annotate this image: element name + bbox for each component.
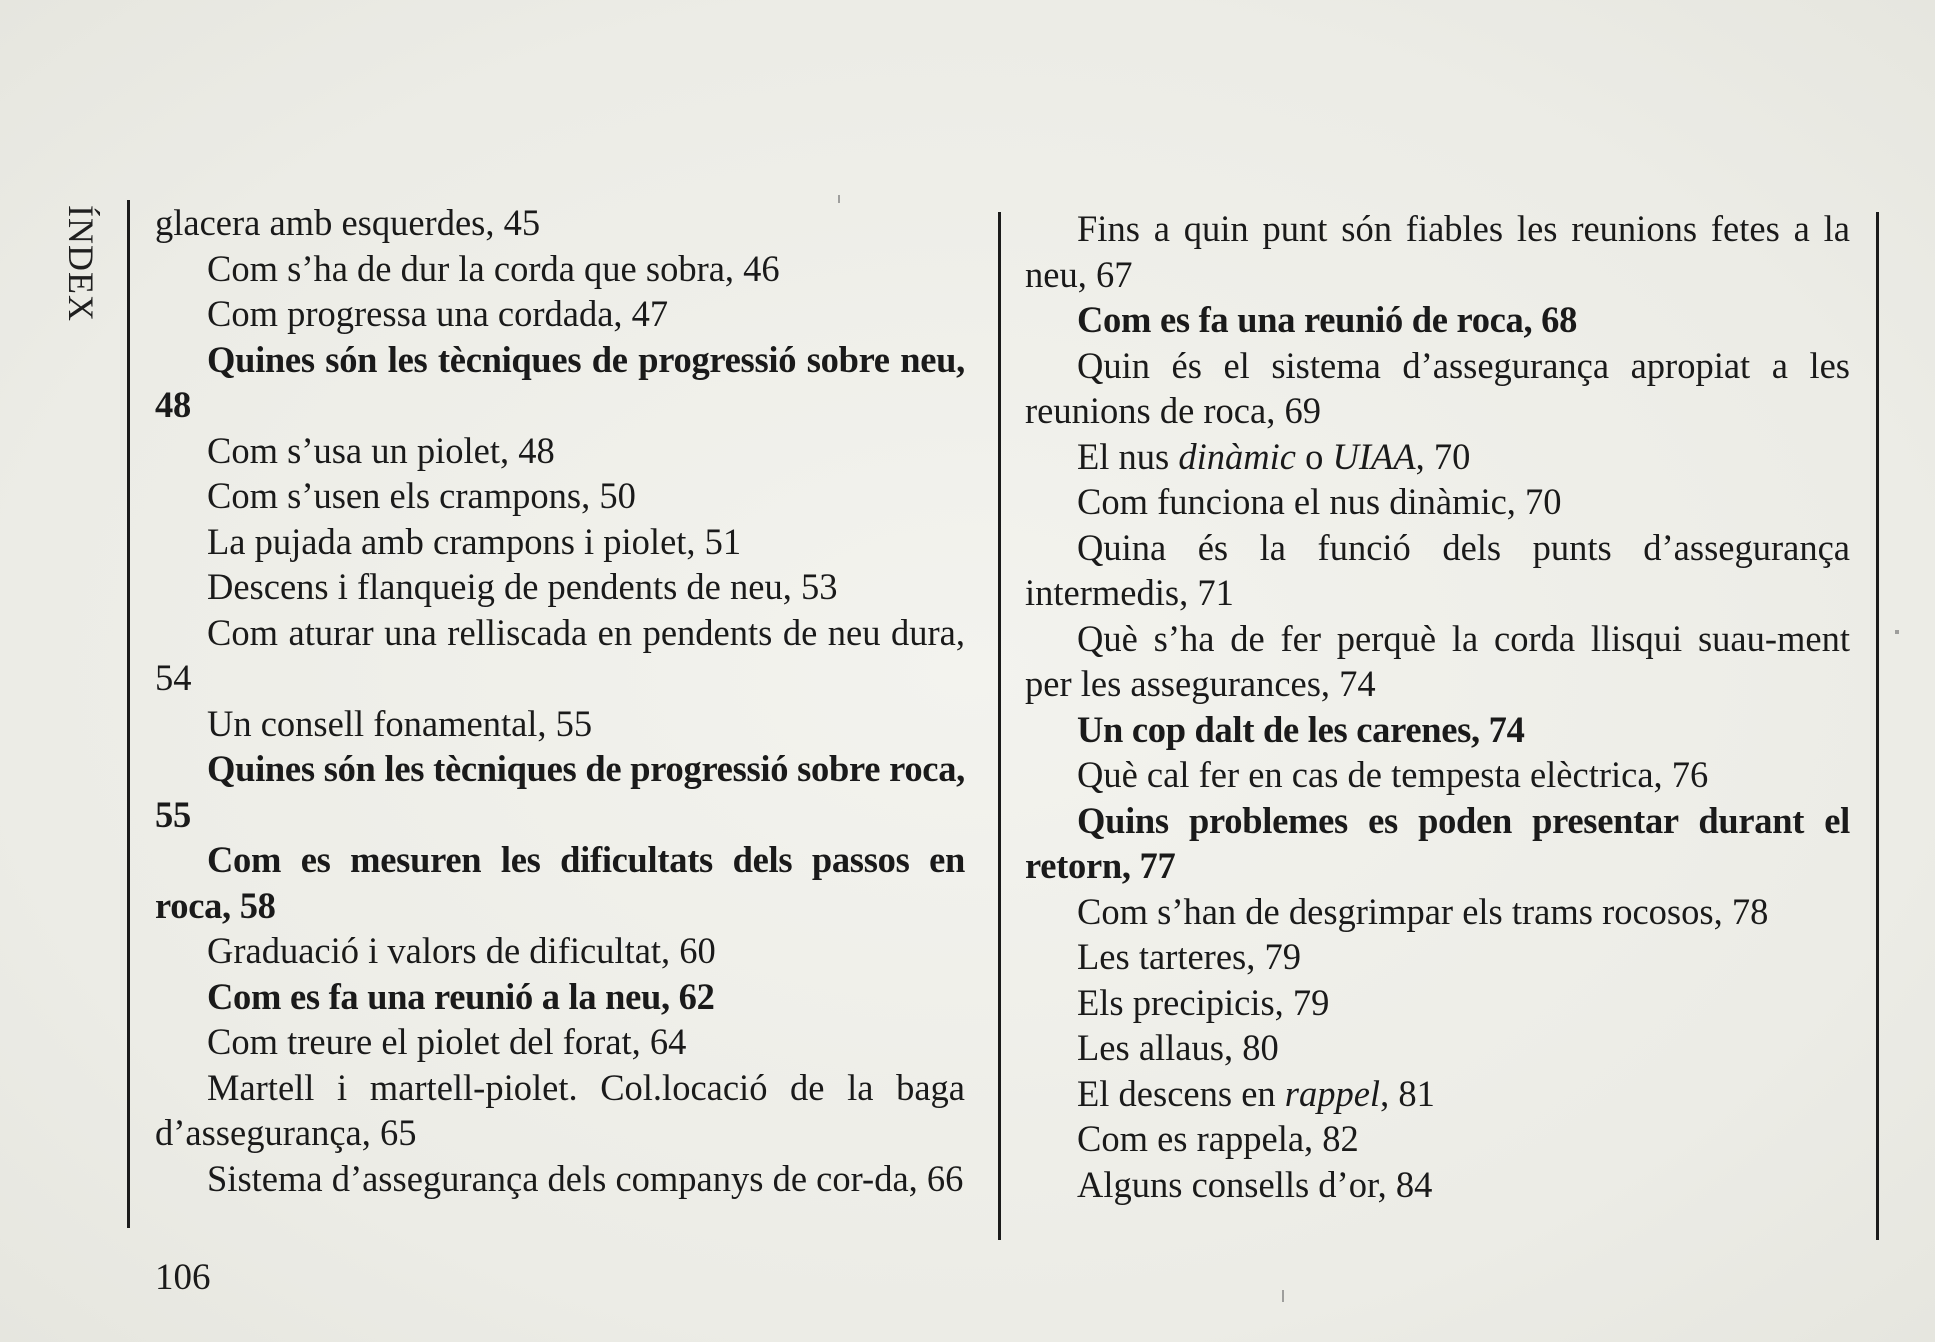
index-entry: Com es fa una reunió de roca, 68	[1077, 299, 1578, 340]
index-entry	[1025, 1071, 1850, 1117]
index-entry: Com es fa una reunió a la neu, 62	[207, 975, 715, 1017]
index-entry-part: UIAA	[1332, 435, 1416, 477]
index-entry: Quines són les tècniques de progressió sobre neu, 48	[155, 338, 965, 425]
section-title: ÍNDEX	[61, 205, 101, 322]
index-entry: Les tarteres, 79	[1077, 936, 1301, 977]
index-entry-part: , 81	[1380, 1072, 1435, 1114]
index-column-left	[155, 200, 965, 1201]
index-entry: Com s’usa un piolet, 48	[207, 429, 555, 471]
index-entry: glacera amb esquerdes, 45	[155, 202, 541, 243]
index-entry: La pujada amb crampons i piolet, 51	[207, 520, 742, 562]
index-entry-part: , 70	[1415, 435, 1471, 477]
index-entry: Com s’usen els crampons, 50	[207, 475, 636, 516]
index-entry: Martell i martell-piolet. Col.locació de la baga d’assegurança, 65	[155, 1066, 965, 1153]
index-entry: Descens i flanqueig de pendents de neu, 53	[207, 566, 838, 607]
index-entry-part: El nus	[1077, 435, 1179, 477]
index-entry: Quins problemes es poden presentar durant el retorn, 77	[1025, 799, 1850, 886]
index-entry	[1025, 434, 1850, 480]
index-entry-part: o	[1296, 435, 1333, 477]
print-speck	[1895, 630, 1899, 634]
index-entry: Com es rappela, 82	[1077, 1118, 1359, 1159]
index-entry: Graduació i valors de dificultat, 60	[207, 930, 716, 971]
index-entry: Les allaus, 80	[1077, 1027, 1279, 1068]
index-entry: Fins a quin punt són fiables les reunions fetes a la neu, 67	[1025, 208, 1850, 295]
middle-rule	[998, 212, 1001, 1240]
index-entry-part: El descens en	[1077, 1072, 1285, 1114]
index-entry: Sistema d’assegurança dels companys de cor-da, 66	[207, 1157, 964, 1199]
index-entry: Alguns consells d’or, 84	[1077, 1163, 1433, 1205]
index-entry: Quines són les tècniques de progressió sobre roca, 55	[155, 748, 965, 835]
index-entry: Com aturar una relliscada en pendents de neu dura, 54	[155, 611, 965, 698]
index-entry: Com funciona el nus dinàmic, 70	[1077, 481, 1562, 522]
print-speck	[838, 195, 840, 203]
index-entry: Què s’ha de fer perquè la corda llisqui suau-ment per les assegurances, 74	[1025, 617, 1850, 704]
index-entry: Els precipicis, 79	[1077, 981, 1330, 1023]
index-entry: Com es mesuren les dificultats dels passos en roca, 58	[155, 839, 965, 926]
index-entry: Com s’han de desgrimpar els trams rocosos, 78	[1077, 890, 1769, 932]
index-entry: Què cal fer en cas de tempesta elèctrica, 76	[1077, 754, 1709, 795]
index-entry: Com progressa una cordada, 47	[207, 293, 669, 334]
print-speck	[1282, 1290, 1284, 1302]
index-entry: Com s’ha de dur la corda que sobra, 46	[207, 247, 780, 289]
index-entry: Un cop dalt de les carenes, 74	[1077, 708, 1525, 750]
index-entry-part: rappel	[1284, 1072, 1381, 1114]
index-entry: Quina és la funció dels punts d’assegurança intermedis, 71	[1025, 526, 1850, 613]
right-rule	[1876, 212, 1879, 1240]
index-entry: Un consell fonamental, 55	[207, 702, 593, 744]
index-entry: Quin és el sistema d’assegurança apropiat a les reunions de roca, 69	[1025, 344, 1850, 431]
left-rule	[127, 200, 130, 1228]
page-number: 106	[155, 1257, 211, 1298]
index-column-right	[1025, 206, 1850, 1207]
index-entry-part: dinàmic	[1178, 435, 1296, 477]
index-entry: Com treure el piolet del forat, 64	[207, 1021, 687, 1062]
